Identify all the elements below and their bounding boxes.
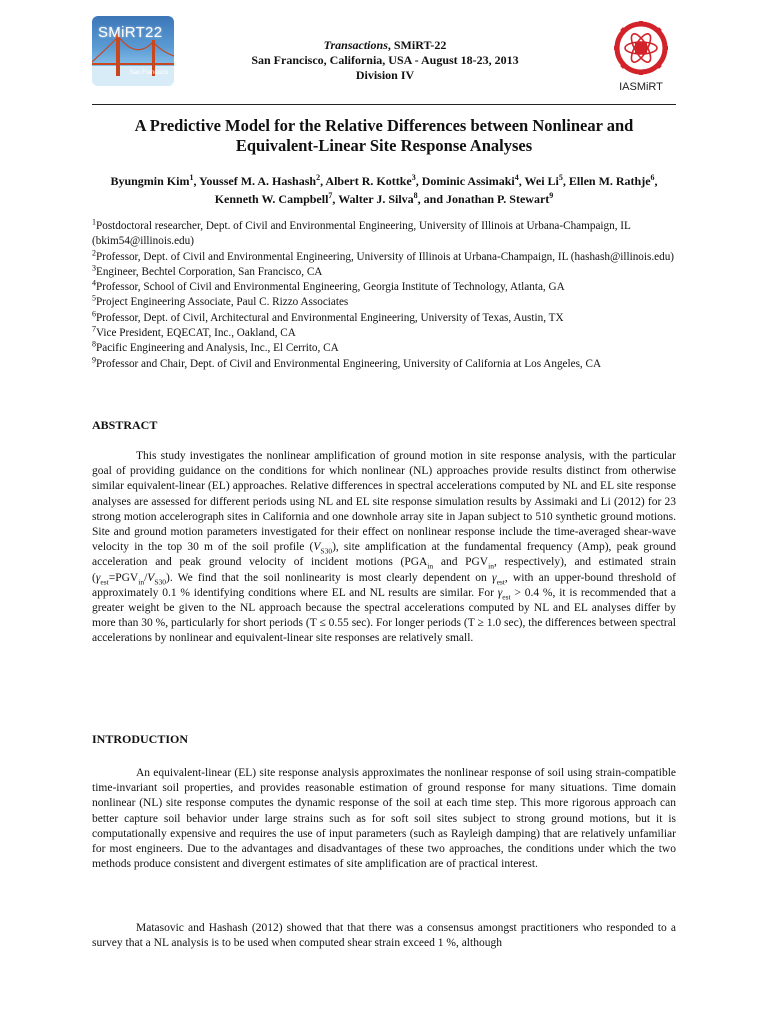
transactions-label: Transactions — [323, 38, 388, 52]
transactions-line — [200, 38, 570, 53]
atom-emblem-icon — [608, 18, 674, 80]
affiliation: $^2$Professor, Dept. of Civil and Environmental Engineering, University of Illinois at Urbana-Champaign, IL (hashash@illinois.edu) — [92, 247, 675, 263]
conference-division: Division IV — [355, 68, 415, 82]
header-divider — [92, 104, 676, 105]
affiliation: $^8$Pacific Engineering and Analysis, Inc., El Cerrito, CA — [92, 339, 339, 355]
affiliation: $^3$Engineer, Bechtel Corporation, San Francisco, CA — [92, 263, 323, 278]
author: Byungmin Kim$^1$ — [110, 173, 194, 188]
conference-name: , SMiRT-22 — [387, 38, 447, 52]
author: Youssef M. A. Hashash$^2$ — [199, 173, 321, 188]
author: Wei Li$^5$ — [524, 173, 563, 188]
author: Dominic Assimaki$^4$ — [421, 173, 519, 188]
author: Albert R. Kottke$^3$ — [325, 173, 416, 188]
author-list: Byungmin Kim$^1$, Youssef M. A. Hashash$^2$, Albert R. Kottke$^3$, Dominic Assimaki$^4$, Wei Li$^5$, Ellen M. Rathje$^6$, Kenneth W. Campbell$^7$, Walter J. Silva$^8$, and Jonathan P. Stewart$^9$ — [110, 173, 658, 206]
title-line-1: A Predictive Model for the Relative Differences between Nonlinear and — [134, 116, 634, 135]
author: Ellen M. Rathje$^6$ — [568, 173, 655, 188]
logo-right-text: IASMiRT — [619, 81, 663, 93]
introduction-paragraph-1: An equivalent-linear (EL) site response analysis approximates the nonlinear response of soil using strain-compatible time-invariant soil properties, and provides reasonable estimation of ground response for many situations. Time domain nonlinear (NL) site response computes the dynamic response of the soil at each time step. This more rigorous approach can better capture soil behavior under large strains such as for soft soil sites subject to strong ground motions, but it is computationally expensive and requires the use of input parameters (such as Rayleigh damping) that are relatively unfamiliar for most engineers. Due to the advantages and disadvantages of these two approaches, the conditions under which the two methods produce consistent and divergent estimates of site amplification are of practical interest. — [92, 767, 676, 871]
affiliation: $^1$Postdoctoral researcher, Dept. of Civil and Environmental Engineering, University of Illinois at Urbana-Champaign, IL (bkim54@illinois.edu) — [92, 217, 631, 248]
affiliation: $^9$Professor and Chair, Dept. of Civil and Environmental Engineering, University of California at Los Angeles, CA — [92, 354, 602, 370]
affiliation: $^7$Vice President, EQECAT, Inc., Oakland, CA — [92, 324, 296, 340]
page-header — [0, 0, 768, 108]
introduction-heading: INTRODUCTION — [92, 732, 189, 746]
abstract-heading: ABSTRACT — [92, 418, 158, 432]
introduction-paragraph-2: Matasovic and Hashash (2012) showed that that there was a consensus amongst practitioners who responded to a survey that a NL analysis is to be used when computed shear strain exceed 1 %, although — [92, 922, 676, 950]
paper-title — [92, 116, 676, 156]
conference-location: San Francisco, California, USA - August 18-23, 2013 — [251, 53, 519, 67]
smirt22-logo — [92, 16, 174, 86]
affiliation: $^4$Professor, School of Civil and Environmental Engineering, Georgia Institute of Technology, Atlanta, GA — [92, 278, 565, 294]
affiliation: $^6$Professor, Dept. of Civil, Architectural and Environmental Engineering, University of Texas, Austin, TX — [92, 309, 564, 324]
author: Kenneth W. Campbell$^7$ — [214, 191, 333, 206]
abstract-paragraph: This study investigates the nonlinear amplification of ground motion in site response analysis, with the particular goal of providing guidance on the conditions for which nonlinear (NL) approaches provide results distinct from otherwise similar equivalent-linear (EL) approaches. Relative differences in spectral accelerations computed by NL and EL site response analyses are assessed for different periods using NL and EL site response simulation results by Assimaki and Li (2012) for 23 strong motion accelerograph sites in California and one downhole array site in Japan subject to 510 synthetic ground motions. Site and ground motion parameters investigated for their effect on nonlinear response include the time-averaged shear-wave velocity in the top 30 m of the soil profile $(V_{S30})$, site amplification at the fundamental frequency (Amp), peak ground acceleration and peak ground velocity of incident motions ($PGA_{in}$ and $PGV_{in}$, respectively), and estimated strain $(\gamma_{est}=PGV_{in}/V_{S30})$. We find that the soil nonlinearity is most clearly dependent on $\gamma_{est}$, with an upper-bound threshold of approximately 0.1 % identifying conditions where EL and NL results are similar. For $\gamma_{est} > 0.4$ %, it is recommended that a greater weight be given to the NL approach because the spectral accelerations computed by NL and EL analyses differ by more than 30 %, particularly for short periods (T ≤ 0.55 sec). For longer periods (T ≥ 1.0 sec), the differences between spectral accelerations by nonlinear and equivalent-linear site responses are relatively small. — [92, 450, 677, 645]
conference-info — [200, 38, 570, 83]
affiliations — [92, 219, 676, 372]
author: Jonathan P. Stewart$^9$ — [446, 191, 554, 206]
logo-left-sub: San Francisco — [129, 70, 168, 76]
logo-left-text: SMiRT22 — [98, 24, 163, 41]
iasmirt-logo — [608, 18, 674, 102]
title-line-2: Equivalent-Linear Site Response Analyses — [235, 136, 533, 155]
author: Walter J. Silva$^8$ — [338, 191, 418, 206]
affiliation: $^5$Project Engineering Associate, Paul C. Rizzo Associates — [92, 293, 349, 309]
